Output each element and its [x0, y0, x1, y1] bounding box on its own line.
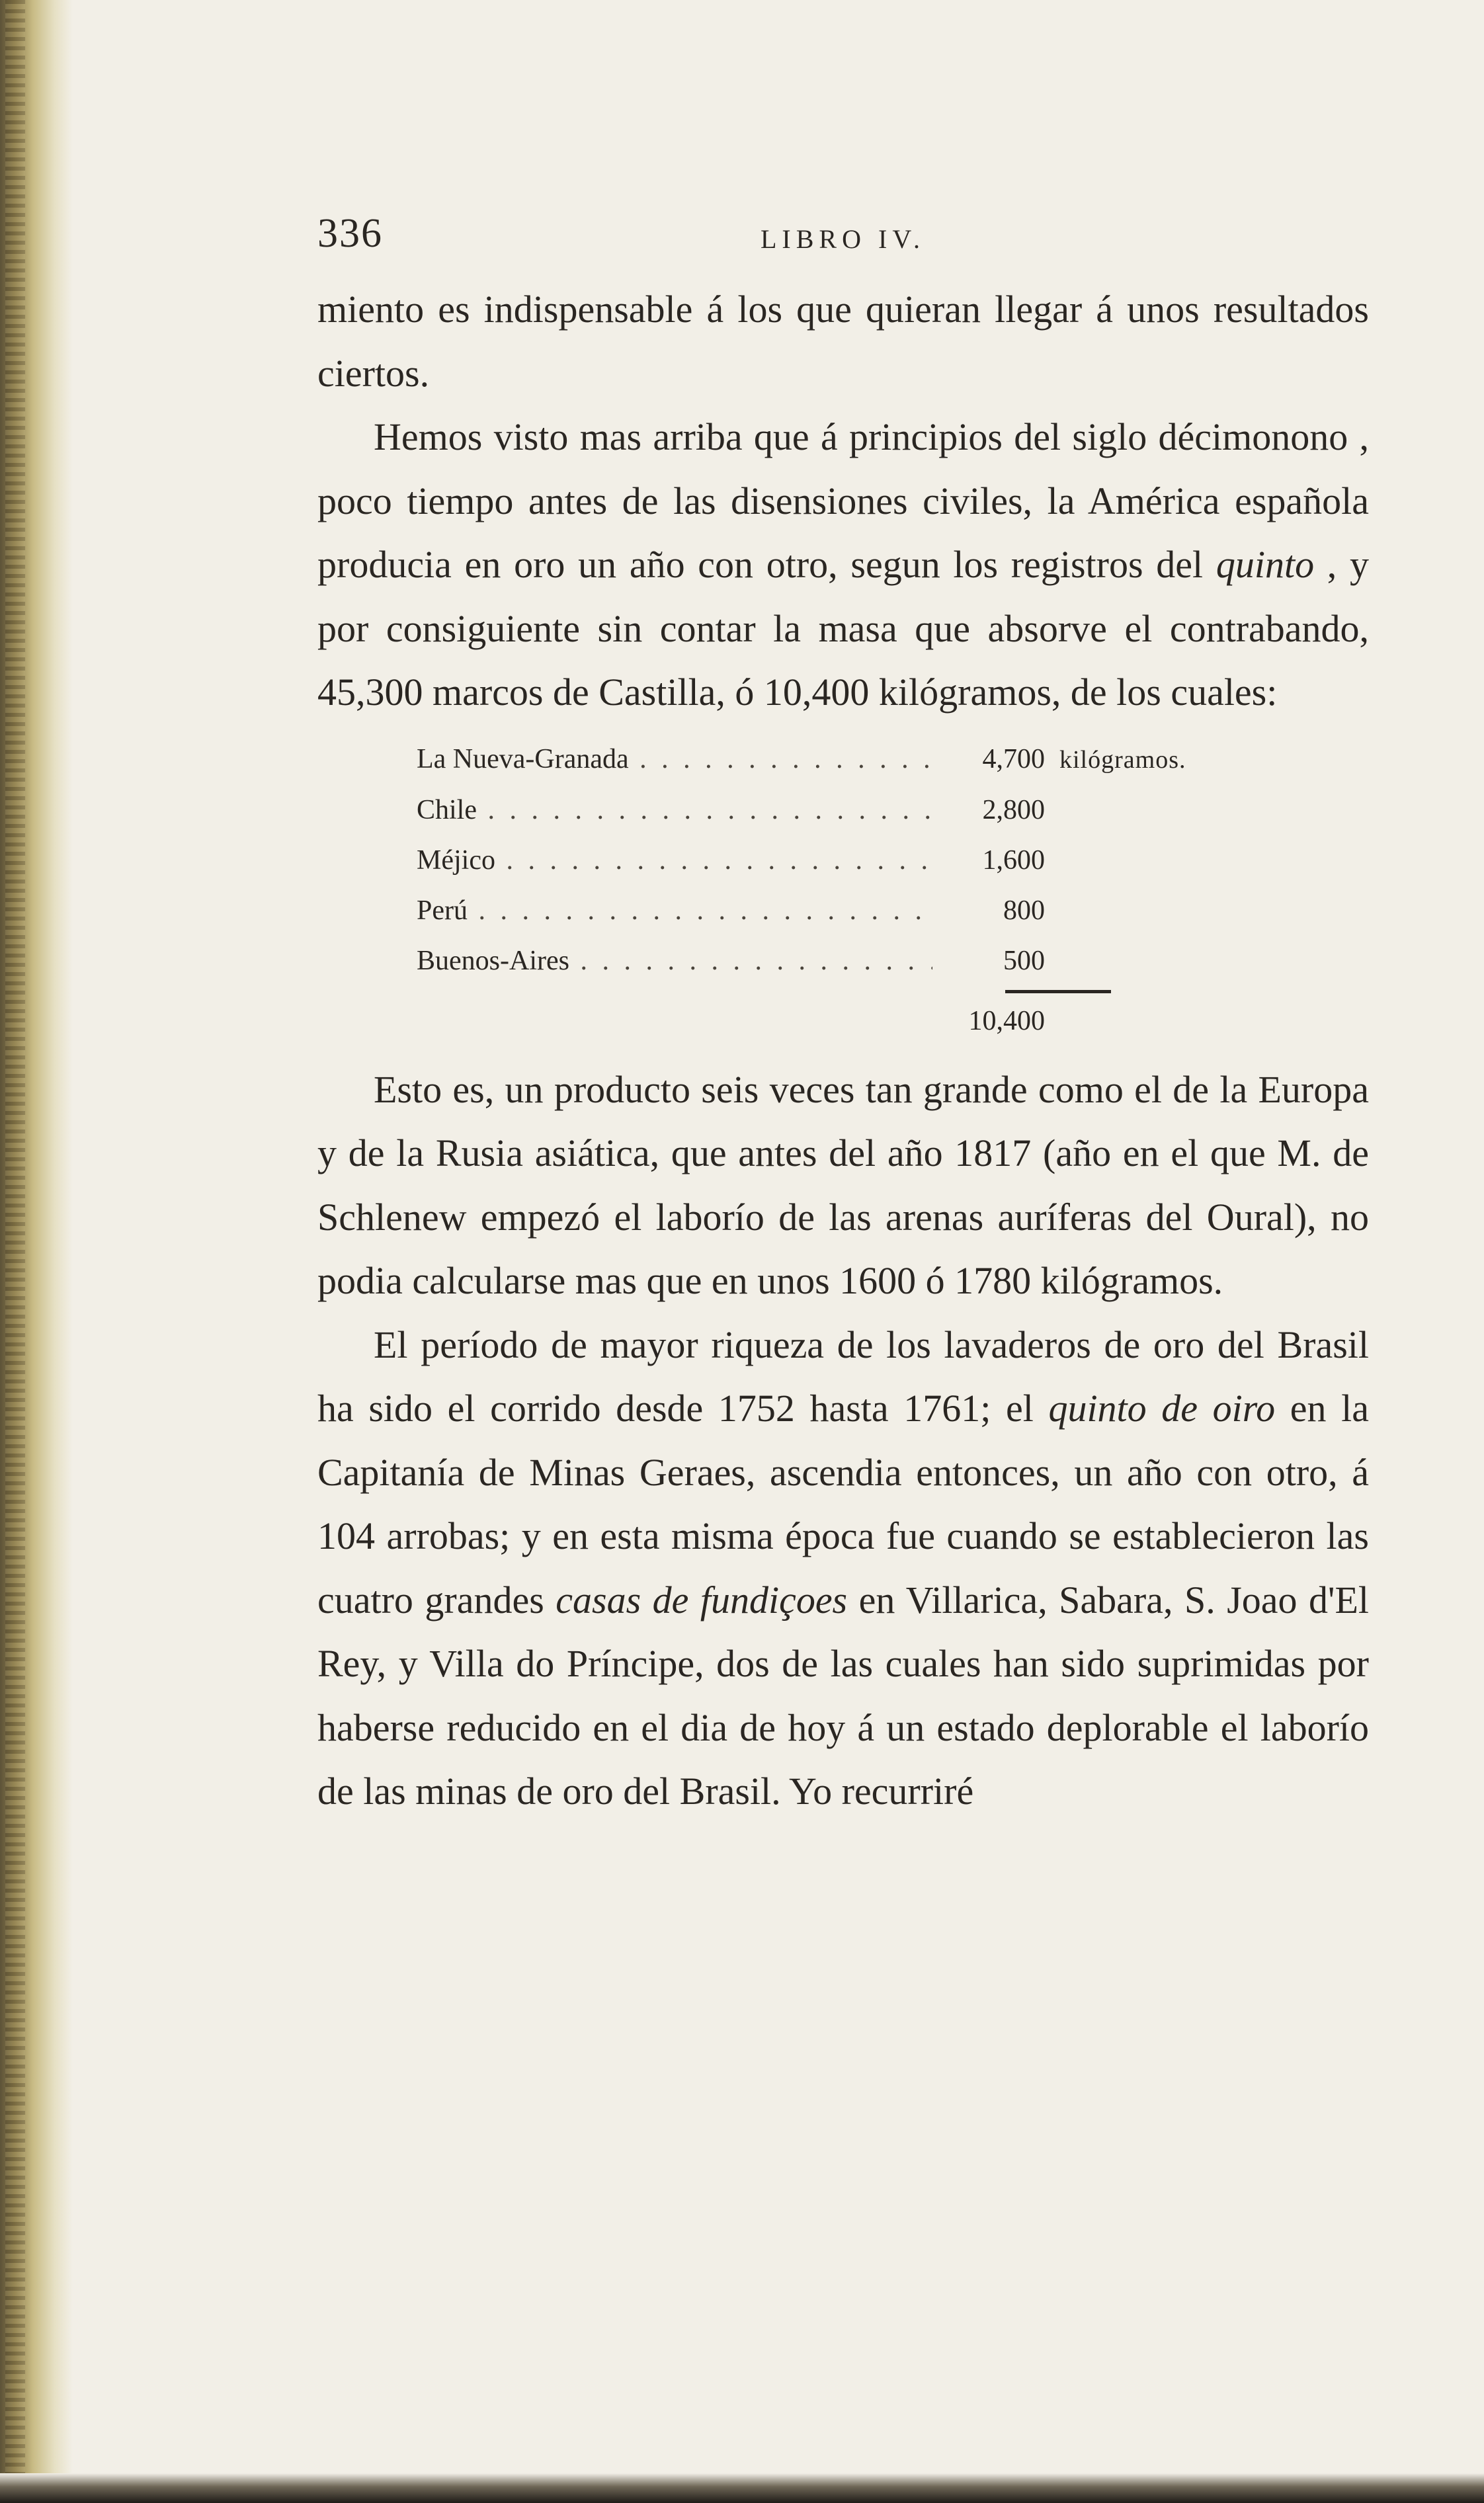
table-row	[317, 835, 1369, 885]
region-value: 500	[1003, 945, 1045, 976]
paragraph-text: en la Capitanía de Minas Geraes, ascendia entonces, un año con otro, á 104 arrobas; y en esta misma época fue cuando se establecieron las cuatro grandes	[317, 1387, 1369, 1621]
unit-label: kilógramos.	[1059, 745, 1186, 774]
paragraph-comparison: Esto es, un producto seis veces tan grande como el de la Europa y de la Rusia asiática, que antes del año 1817 (año en el que M. de Schlenew empezó el laborío de las arenas auríferas del Oural), no podia calcularse mas que en unos 1600 ó 1780 kilógramos.	[317, 1067, 1369, 1302]
table-row	[317, 734, 1369, 785]
total-value: 10,400	[968, 1005, 1045, 1036]
italic-term-quinto: quinto	[1216, 543, 1315, 586]
paragraph-continuation: miento es indispensable á los que quieran llegar á unos resultados ciertos.	[317, 288, 1369, 395]
running-head: LIBRO IV.	[761, 224, 926, 254]
paragraph-text: en Villarica, Sabara, S. Joao d'El Rey, y Villa do Príncipe, dos de las cuales han sido suprimidas por haberse reducido en el dia de hoy á un estado deplorable el laborío de las minas de oro del Brasil. Yo recurriré	[317, 1578, 1369, 1813]
paragraph-gold-production	[317, 405, 1369, 725]
region-value: 800	[1003, 895, 1045, 926]
region-name: Chile . . .	[417, 785, 932, 835]
table-row	[317, 785, 1369, 835]
gold-production-table	[317, 734, 1369, 1049]
region-name: Perú . . .	[417, 885, 932, 936]
table-row	[317, 885, 1369, 936]
region-value: 1,600	[982, 844, 1045, 876]
book-page	[317, 198, 1369, 1824]
paragraph-text: El período de mayor riqueza de los lavaderos de oro del Brasil ha sido el corrido desde 1752 hasta 1761; el	[317, 1323, 1369, 1430]
book-spine-edge	[0, 0, 73, 2503]
italic-term-casas-de-fundicoes: casas de fundiçoes	[556, 1578, 848, 1621]
region-value: 4,700	[982, 743, 1045, 774]
region-name: Buenos-Aires . . .	[417, 936, 932, 986]
paragraph-brazil	[317, 1313, 1369, 1824]
table-row	[317, 936, 1369, 986]
region-name: Méjico . . .	[417, 835, 932, 885]
page-header	[317, 198, 1369, 278]
table-total-row	[317, 993, 1369, 1049]
italic-term-quinto-de-oiro: quinto de oiro	[1048, 1387, 1276, 1430]
region-value: 2,800	[982, 794, 1045, 825]
paragraph-text: Hemos visto mas arriba que á principios del siglo décimonono , poco tiempo antes de las disensiones civiles, la América española producia en oro un año con otro, segun los registros del	[317, 415, 1369, 586]
page-bottom-shadow	[0, 2473, 1484, 2503]
paragraph-text: , y por consiguiente sin contar la masa que absorve el contrabando, 45,300 marcos de Castilla, ó 10,400 kilógramos, de los cuales:	[317, 543, 1370, 714]
region-name: La Nueva-Granada . . .	[417, 734, 932, 784]
body-text	[317, 278, 1369, 1824]
page-number: 336	[317, 211, 383, 256]
